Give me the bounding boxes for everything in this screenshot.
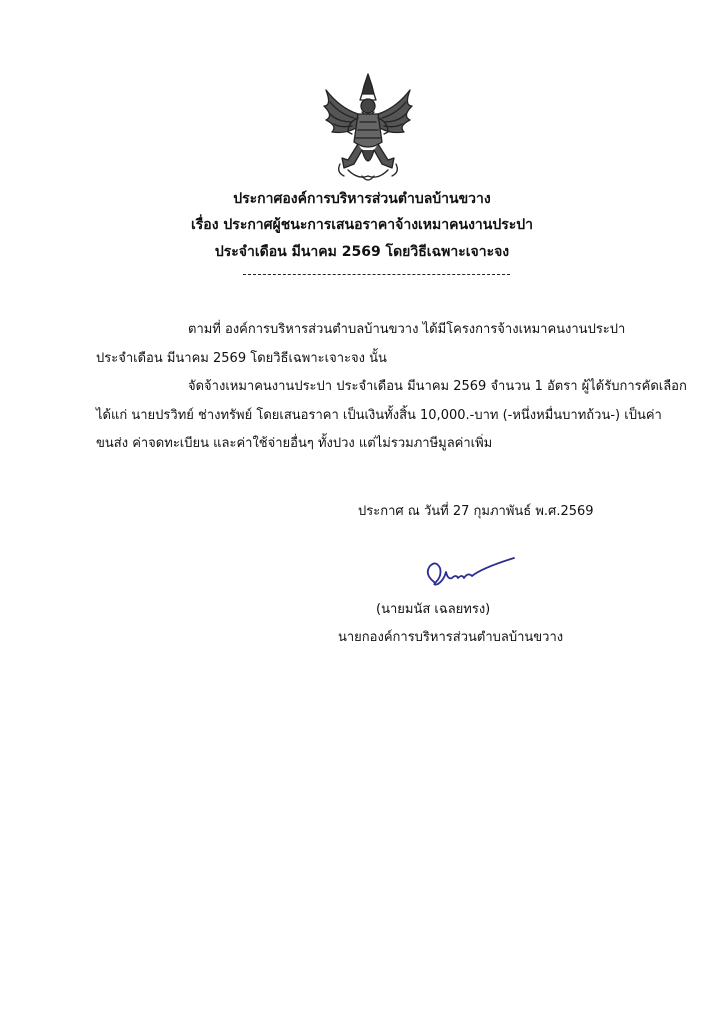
announcement-subject: เรื่อง ประกาศผู้ชนะการเสนอราคาจ้างเหมาคนงานประปา — [190, 217, 534, 233]
paragraph-2-line-2: ได้แก่ นายปรวิทย์ ช่างทรัพย์ โดยเสนอราคา เป็นเงินทั้งสิ้น 10,000.-บาท (-หนึ่งหมื่นบาทถ้วน-) เป็นค่า — [96, 408, 662, 423]
signatory-position: นายกองค์การบริหารส่วนตำบลบ้านขวาง — [338, 630, 564, 645]
handwritten-signature — [420, 552, 516, 592]
paragraph-1-line-1: ตามที่ องค์การบริหารส่วนตำบลบ้านขวาง ได้มีโครงการจ้างเหมาคนงานประปา — [188, 322, 626, 337]
title-divider — [243, 274, 510, 275]
announcement-date: ประกาศ ณ วันที่ 27 กุมภาพันธ์ พ.ศ.2569 — [358, 504, 594, 519]
paragraph-1-line-2: ประจำเดือน มีนาคม 2569 โดยวิธีเฉพาะเจาะจง นั้น — [96, 351, 387, 366]
signatory-name: (นายมนัส เฉลยทรง) — [376, 602, 491, 617]
paragraph-2-line-1: จัดจ้างเหมาคนงานประปา ประจำเดือน มีนาคม 2569 จำนวน 1 อัตรา ผู้ได้รับการคัดเลือก — [188, 379, 687, 394]
announcement-period: ประจำเดือน มีนาคม 2569 โดยวิธีเฉพาะเจาะจง — [214, 244, 510, 260]
announcement-title: ประกาศองค์การบริหารส่วนตำบลบ้านขวาง — [233, 191, 491, 207]
paragraph-2-line-3: ขนส่ง ค่าจดทะเบียน และค่าใช้จ่ายอื่นๆ ทั้งปวง แต่ไม่รวมภาษีมูลค่าเพิ่ม — [96, 436, 493, 451]
garuda-emblem-icon — [318, 72, 418, 184]
